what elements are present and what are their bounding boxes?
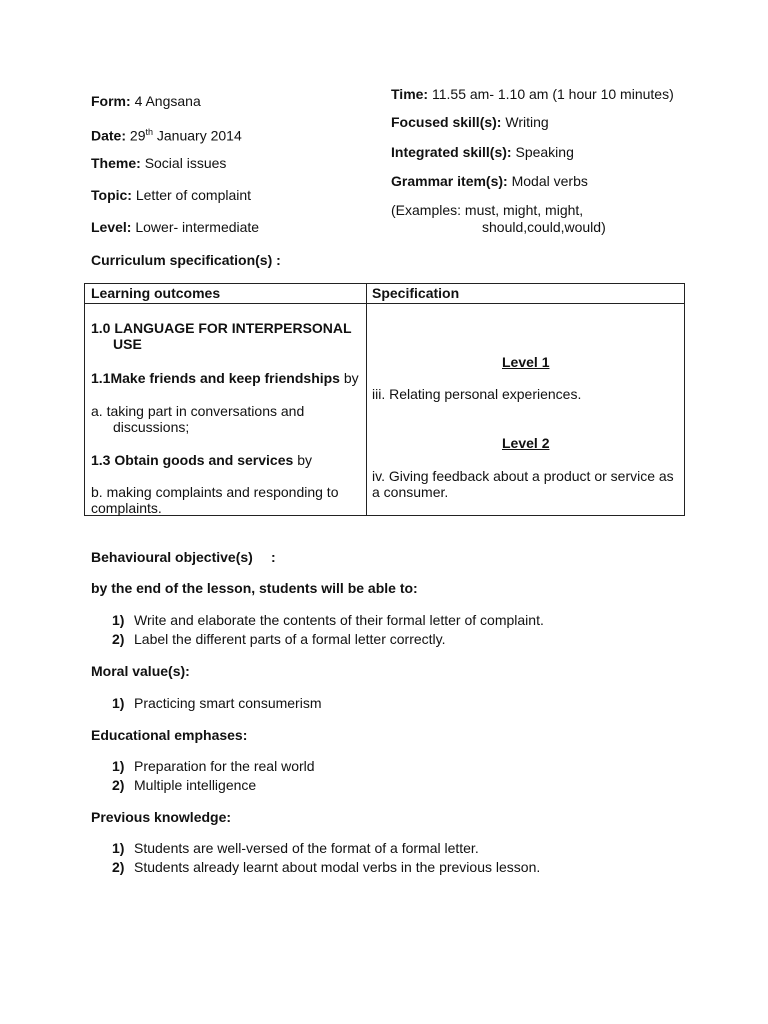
list-item: 2) Students already learnt about modal verbs in the previous lesson.	[112, 859, 541, 875]
grammar-item-value: Modal verbs	[511, 173, 588, 189]
time-line	[391, 86, 674, 103]
integrated-skill-value: Speaking	[515, 144, 574, 160]
spec-iv-line-2: a consumer.	[372, 484, 449, 500]
list-item: 2) Multiple intelligence	[112, 777, 257, 793]
table-header-specification: Specification	[372, 285, 460, 301]
level-line	[91, 219, 259, 236]
list-item: 1) Write and elaborate the contents of their formal letter of complaint.	[112, 612, 544, 628]
date-day: 29	[129, 127, 146, 144]
integrated-skill-line	[391, 144, 574, 161]
lo-heading-line-1: 1.0 LANGUAGE FOR INTERPERSONAL	[91, 320, 352, 336]
examples-line-1: (Examples: must, might, might,	[391, 202, 584, 218]
spec-level-1: Level 1	[502, 354, 550, 370]
focused-skill-label: Focused skill(s):	[391, 114, 502, 130]
spec-iii: iii. Relating personal experiences.	[372, 386, 582, 402]
topic-value: Letter of complaint	[135, 187, 252, 203]
form-label: Form:	[91, 93, 131, 109]
behavioural-objectives-heading: Behavioural objective(s)	[91, 549, 253, 565]
theme-line	[91, 155, 226, 172]
topic-label: Topic:	[91, 187, 132, 203]
list-item: 2) Label the different parts of a formal letter correctly.	[112, 631, 446, 647]
lo-b-line-1: b. making complaints and responding to	[91, 484, 339, 500]
lo-a-line-2: discussions;	[113, 419, 190, 435]
curriculum-table	[84, 283, 685, 516]
theme-label: Theme:	[91, 155, 141, 171]
topic-line	[91, 187, 251, 204]
list-item: 1) Practicing smart consumerism	[112, 695, 322, 711]
focused-skill-value: Writing	[505, 114, 549, 130]
lo-1-1: 1.1Make friends and keep friendships by	[91, 370, 359, 386]
moral-values-heading: Moral value(s):	[91, 663, 190, 679]
lo-1-3: 1.3 Obtain goods and services by	[91, 452, 312, 468]
level-value: Lower- intermediate	[135, 219, 260, 235]
table-header-learning-outcomes: Learning outcomes	[91, 285, 221, 301]
date-line	[91, 124, 242, 145]
educational-emphases-heading: Educational emphases:	[91, 727, 248, 743]
table-header-divider	[85, 303, 684, 304]
date-label: Date:	[91, 127, 127, 144]
form-value: 4 Angsana	[134, 93, 201, 109]
grammar-item-label: Grammar item(s):	[391, 173, 508, 189]
behavioural-objectives-intro: by the end of the lesson, students will be able to:	[91, 580, 418, 596]
table-column-divider	[366, 284, 367, 515]
lo-heading-line-2: USE	[113, 336, 142, 352]
form-line	[91, 93, 201, 110]
examples-line-2: should,could,would)	[482, 219, 606, 235]
lo-b-line-2: complaints.	[91, 500, 162, 516]
list-item: 1) Students are well-versed of the format of a formal letter.	[112, 840, 479, 856]
list-item: 1) Preparation for the real world	[112, 758, 315, 774]
previous-knowledge-heading: Previous knowledge:	[91, 809, 232, 825]
level-label: Level:	[91, 219, 132, 235]
focused-skill-line	[391, 114, 549, 131]
date-rest: January 2014	[156, 127, 242, 144]
date-suffix: th	[145, 127, 153, 137]
integrated-skill-label: Integrated skill(s):	[391, 144, 512, 160]
time-label: Time:	[391, 86, 429, 102]
grammar-item-line	[391, 173, 588, 190]
behavioural-objectives-colon: :	[271, 549, 276, 565]
spec-iv-line-1: iv. Giving feedback about a product or service as	[372, 468, 674, 484]
theme-value: Social issues	[144, 155, 227, 171]
lo-a-line-1: a. taking part in conversations and	[91, 403, 305, 419]
curriculum-heading: Curriculum specification(s) :	[91, 252, 281, 268]
time-value: 11.55 am- 1.10 am (1 hour 10 minutes)	[431, 86, 674, 102]
spec-level-2: Level 2	[502, 435, 550, 451]
